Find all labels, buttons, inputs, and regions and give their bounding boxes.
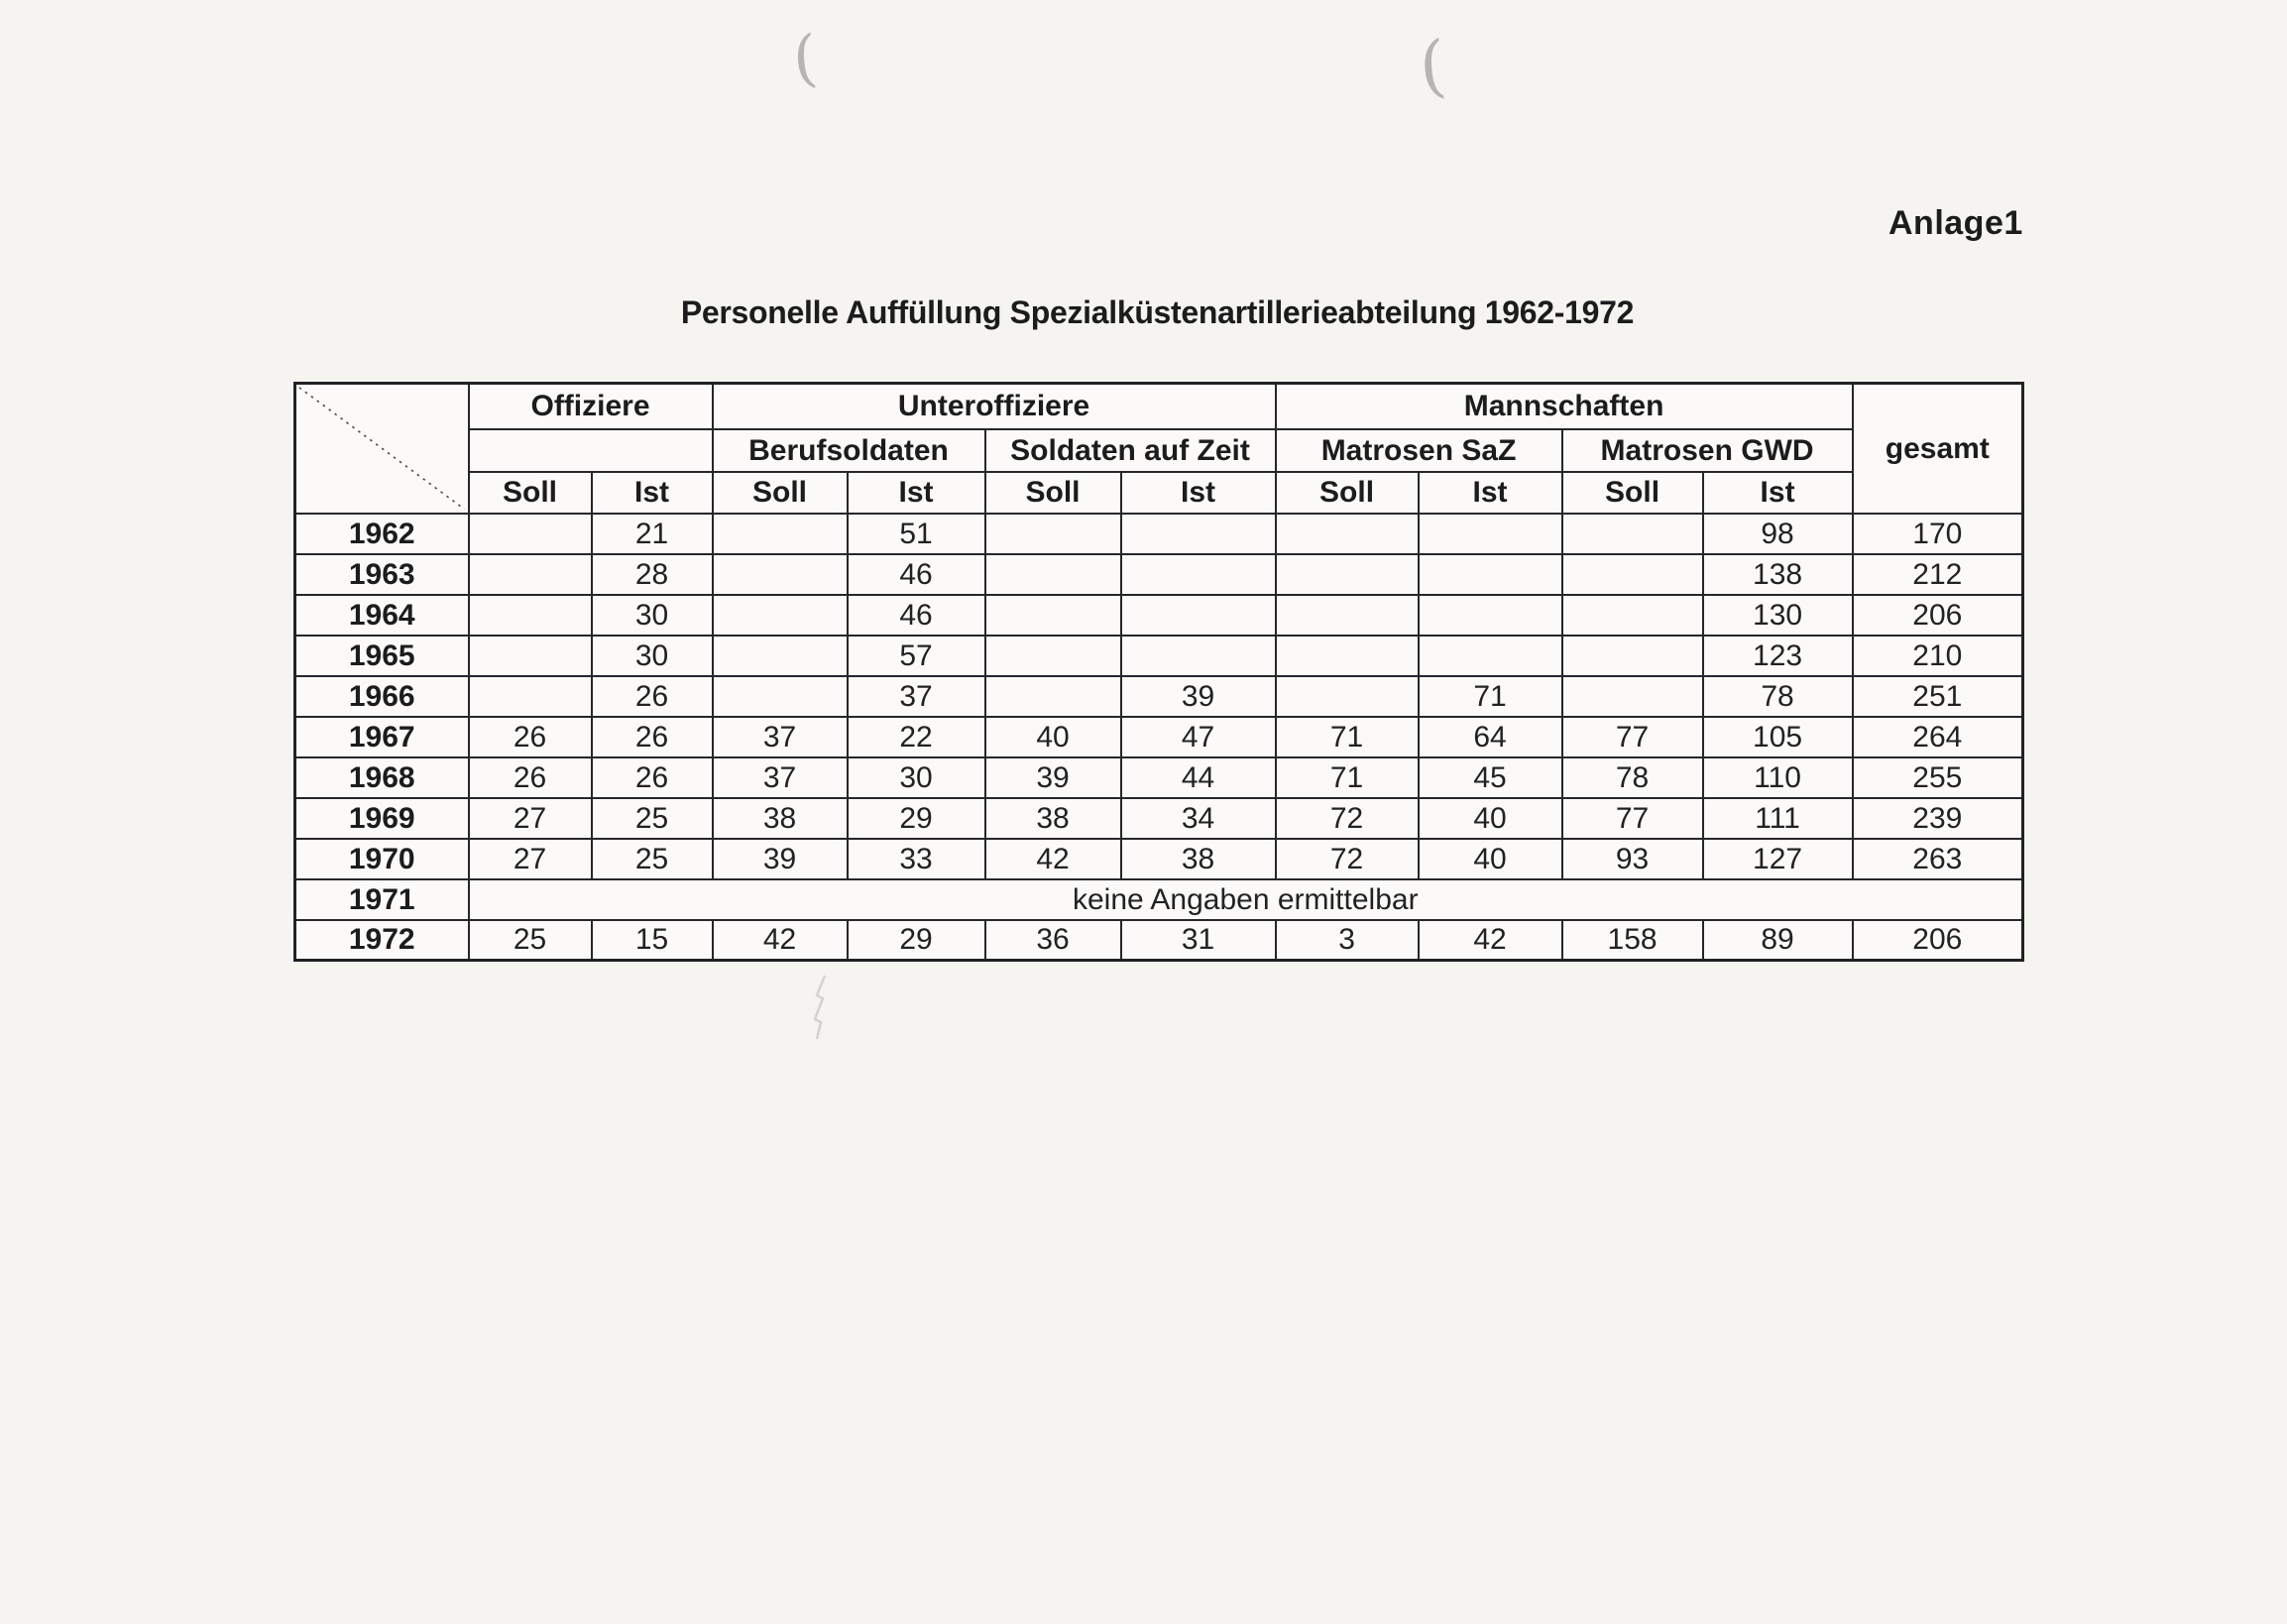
value-cell: 71 <box>1276 757 1419 798</box>
header-ist: Ist <box>592 472 713 514</box>
value-cell <box>1419 514 1562 554</box>
value-cell: 38 <box>985 798 1121 839</box>
value-cell <box>1562 636 1703 676</box>
table-row <box>295 920 2023 961</box>
year-cell: 1967 <box>295 717 469 757</box>
value-cell: 26 <box>469 717 592 757</box>
year-cell: 1964 <box>295 595 469 636</box>
table-body <box>295 514 2023 961</box>
value-cell: 47 <box>1121 717 1276 757</box>
value-cell: 25 <box>592 798 713 839</box>
gesamt-cell: 251 <box>1853 676 2023 717</box>
value-cell: 37 <box>848 676 985 717</box>
value-cell <box>1276 676 1419 717</box>
year-cell: 1962 <box>295 514 469 554</box>
table-row <box>295 514 2023 554</box>
value-cell: 15 <box>592 920 713 961</box>
value-cell <box>713 595 848 636</box>
gesamt-cell: 210 <box>1853 636 2023 676</box>
value-cell: 37 <box>713 757 848 798</box>
gesamt-cell: 239 <box>1853 798 2023 839</box>
value-cell: 27 <box>469 798 592 839</box>
value-cell: 105 <box>1703 717 1853 757</box>
value-cell: 29 <box>848 920 985 961</box>
year-cell: 1965 <box>295 636 469 676</box>
value-cell: 37 <box>713 717 848 757</box>
table-row <box>295 717 2023 757</box>
value-cell <box>985 554 1121 595</box>
value-cell: 30 <box>848 757 985 798</box>
header-berufsoldaten: Berufsoldaten <box>713 429 985 472</box>
year-cell: 1963 <box>295 554 469 595</box>
value-cell: 30 <box>592 636 713 676</box>
value-cell: 42 <box>985 839 1121 879</box>
value-cell: 25 <box>469 920 592 961</box>
scan-artifact-squiggle <box>811 974 835 1043</box>
sub-header-row <box>295 429 2023 472</box>
value-cell <box>1276 514 1419 554</box>
table-row <box>295 636 2023 676</box>
value-cell <box>469 554 592 595</box>
value-cell: 40 <box>985 717 1121 757</box>
header-soll: Soll <box>1562 472 1703 514</box>
value-cell <box>1121 554 1276 595</box>
value-cell <box>1121 595 1276 636</box>
value-cell: 71 <box>1419 676 1562 717</box>
header-matrosen-gwd: Matrosen GWD <box>1562 429 1853 472</box>
header-matrosen-saz: Matrosen SaZ <box>1276 429 1562 472</box>
header-gesamt: gesamt <box>1853 384 2023 514</box>
value-cell: 77 <box>1562 717 1703 757</box>
value-cell: 33 <box>848 839 985 879</box>
value-cell <box>469 636 592 676</box>
year-cell: 1969 <box>295 798 469 839</box>
value-cell: 34 <box>1121 798 1276 839</box>
value-cell: 46 <box>848 554 985 595</box>
header-offiziere-blank <box>469 429 713 472</box>
value-cell <box>1121 514 1276 554</box>
gesamt-cell: 212 <box>1853 554 2023 595</box>
diagonal-line <box>296 385 468 513</box>
value-cell: 158 <box>1562 920 1703 961</box>
header-soldaten-auf-zeit: Soldaten auf Zeit <box>985 429 1276 472</box>
value-cell: 27 <box>469 839 592 879</box>
value-cell <box>713 676 848 717</box>
value-cell: 46 <box>848 595 985 636</box>
value-cell: 21 <box>592 514 713 554</box>
value-cell: 38 <box>713 798 848 839</box>
value-cell: 36 <box>985 920 1121 961</box>
year-cell: 1972 <box>295 920 469 961</box>
value-cell: 25 <box>592 839 713 879</box>
value-cell <box>1562 554 1703 595</box>
value-cell: 138 <box>1703 554 1853 595</box>
header-ist: Ist <box>1121 472 1276 514</box>
gesamt-cell: 263 <box>1853 839 2023 879</box>
value-cell <box>469 595 592 636</box>
year-cell: 1968 <box>295 757 469 798</box>
value-cell: 51 <box>848 514 985 554</box>
header-ist: Ist <box>1419 472 1562 514</box>
value-cell: 39 <box>1121 676 1276 717</box>
value-cell: 130 <box>1703 595 1853 636</box>
year-cell: 1970 <box>295 839 469 879</box>
value-cell <box>985 514 1121 554</box>
value-cell: 39 <box>985 757 1121 798</box>
value-cell: 57 <box>848 636 985 676</box>
year-cell: 1971 <box>295 879 469 920</box>
value-cell: 26 <box>592 757 713 798</box>
value-cell: 26 <box>592 676 713 717</box>
value-cell: 71 <box>1276 717 1419 757</box>
year-cell: 1966 <box>295 676 469 717</box>
scan-artifact-paren-right: ( <box>1416 26 1449 108</box>
table-row <box>295 798 2023 839</box>
value-cell: 93 <box>1562 839 1703 879</box>
value-cell: 29 <box>848 798 985 839</box>
document-title: Personelle Auffüllung Spezialküstenartillerieabteilung 1962-1972 <box>680 294 1635 330</box>
gesamt-cell: 170 <box>1853 514 2023 554</box>
value-cell: 77 <box>1562 798 1703 839</box>
soll-ist-header-row <box>295 472 2023 514</box>
value-cell: 72 <box>1276 798 1419 839</box>
group-header-row <box>295 384 2023 429</box>
gesamt-cell: 264 <box>1853 717 2023 757</box>
header-soll: Soll <box>469 472 592 514</box>
header-mannschaften: Mannschaften <box>1276 384 1853 429</box>
value-cell <box>1562 514 1703 554</box>
value-cell <box>713 554 848 595</box>
value-cell: 78 <box>1703 676 1853 717</box>
value-cell: 38 <box>1121 839 1276 879</box>
value-cell <box>713 636 848 676</box>
value-cell <box>713 514 848 554</box>
value-cell <box>1562 595 1703 636</box>
table-row <box>295 879 2023 920</box>
header-ist: Ist <box>1703 472 1853 514</box>
value-cell <box>1419 595 1562 636</box>
scan-artifact-paren-left: ( <box>789 21 821 95</box>
header-ist: Ist <box>848 472 985 514</box>
value-cell: 123 <box>1703 636 1853 676</box>
value-cell: 28 <box>592 554 713 595</box>
value-cell: 45 <box>1419 757 1562 798</box>
value-cell: 110 <box>1703 757 1853 798</box>
value-cell <box>1276 595 1419 636</box>
header-corner-cell <box>295 384 469 514</box>
value-cell <box>469 514 592 554</box>
value-cell <box>1419 554 1562 595</box>
header-soll: Soll <box>985 472 1121 514</box>
value-cell <box>985 676 1121 717</box>
value-cell: 40 <box>1419 839 1562 879</box>
value-cell: 89 <box>1703 920 1853 961</box>
value-cell: 22 <box>848 717 985 757</box>
value-cell: 127 <box>1703 839 1853 879</box>
value-cell: 26 <box>592 717 713 757</box>
note-cell: keine Angaben ermittelbar <box>469 879 2023 920</box>
value-cell: 44 <box>1121 757 1276 798</box>
value-cell: 42 <box>713 920 848 961</box>
value-cell: 3 <box>1276 920 1419 961</box>
header-unteroffiziere: Unteroffiziere <box>713 384 1276 429</box>
table-row <box>295 595 2023 636</box>
header-soll: Soll <box>1276 472 1419 514</box>
value-cell: 111 <box>1703 798 1853 839</box>
value-cell <box>1419 636 1562 676</box>
table-row <box>295 676 2023 717</box>
value-cell <box>469 676 592 717</box>
value-cell: 40 <box>1419 798 1562 839</box>
value-cell: 72 <box>1276 839 1419 879</box>
value-cell: 64 <box>1419 717 1562 757</box>
table-row <box>295 554 2023 595</box>
value-cell <box>1276 636 1419 676</box>
gesamt-cell: 206 <box>1853 920 2023 961</box>
header-offiziere: Offiziere <box>469 384 713 429</box>
value-cell: 39 <box>713 839 848 879</box>
value-cell: 78 <box>1562 757 1703 798</box>
value-cell <box>1276 554 1419 595</box>
value-cell <box>1121 636 1276 676</box>
value-cell: 30 <box>592 595 713 636</box>
value-cell: 26 <box>469 757 592 798</box>
gesamt-cell: 206 <box>1853 595 2023 636</box>
value-cell <box>985 595 1121 636</box>
value-cell <box>985 636 1121 676</box>
page-annotation: Anlage1 <box>1888 204 2023 242</box>
value-cell <box>1562 676 1703 717</box>
table-header <box>295 384 2023 514</box>
personnel-table <box>293 382 2024 962</box>
header-soll: Soll <box>713 472 848 514</box>
value-cell: 31 <box>1121 920 1276 961</box>
table-row <box>295 839 2023 879</box>
value-cell: 98 <box>1703 514 1853 554</box>
value-cell: 42 <box>1419 920 1562 961</box>
gesamt-cell: 255 <box>1853 757 2023 798</box>
table-row <box>295 757 2023 798</box>
